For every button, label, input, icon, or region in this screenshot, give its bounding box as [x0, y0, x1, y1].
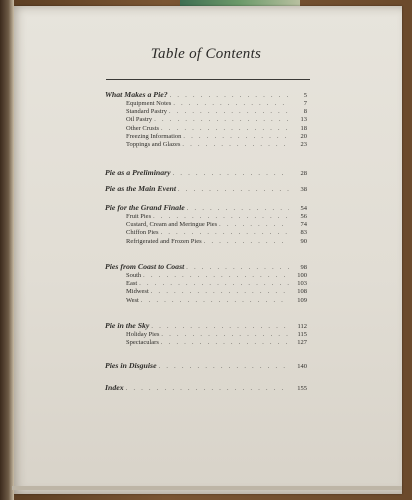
dot-leader — [151, 324, 289, 330]
toc-subentry-label: Freezing Information — [126, 132, 182, 140]
toc-subentry-page-number: 83 — [300, 229, 307, 237]
book-page — [10, 6, 402, 494]
toc-subentry-page-number: 109 — [297, 296, 307, 304]
toc-subentry-label: Holiday Pies — [126, 330, 160, 338]
dot-leader — [153, 214, 289, 220]
toc-subentry-label: West — [126, 296, 139, 304]
toc-section-page-number: 98 — [300, 264, 307, 271]
dot-leader — [126, 386, 289, 392]
toc-subentry-label: Other Crusts — [126, 124, 160, 132]
toc-section-label: What Makes a Pie? — [105, 90, 168, 99]
toc-subentry-label: Equipment Notes — [126, 99, 172, 107]
dot-leader — [141, 298, 289, 304]
toc-section — [105, 203, 307, 213]
toc-subentry-page-number: 13 — [300, 116, 307, 124]
toc-subentry-label: Refrigerated and Frozen Pies — [126, 237, 202, 245]
dot-leader — [173, 101, 289, 107]
toc-subentry-page-number: 127 — [297, 338, 307, 346]
toc-section-label: Pie for the Grand Finale — [105, 203, 185, 212]
toc-section-page-number: 38 — [300, 186, 307, 193]
toc-subentry-page-number: 90 — [300, 237, 307, 245]
dot-leader — [161, 332, 289, 338]
dot-leader — [161, 126, 289, 132]
toc-subentry-label: Midwest — [126, 288, 149, 296]
toc-subentry-page-number: 115 — [297, 330, 307, 338]
toc-section-label: Index — [105, 383, 124, 392]
dot-leader — [204, 239, 289, 245]
toc-section — [105, 321, 307, 331]
toc-subentry-page-number: 56 — [300, 212, 307, 220]
book-spine — [0, 0, 14, 500]
page-bottom-edge — [12, 486, 402, 490]
toc-subentry-label: Fruit Pies — [126, 212, 152, 220]
dot-leader — [139, 281, 289, 287]
toc-subentry-label: Standard Pastry — [126, 107, 167, 115]
toc-subentry — [126, 238, 307, 248]
toc-subentry-page-number: 7 — [303, 99, 307, 107]
dot-leader — [169, 109, 289, 115]
toc-section — [105, 184, 307, 194]
toc-section-page-number: 5 — [303, 92, 307, 99]
dot-leader — [187, 206, 289, 212]
table-of-contents — [10, 6, 402, 494]
toc-subentry-page-number: 18 — [300, 124, 307, 132]
toc-subentry-page-number: 23 — [300, 141, 307, 149]
dot-leader — [183, 134, 289, 140]
toc-subentry-label: Chiffon Pies — [126, 229, 159, 237]
toc-subentry — [126, 297, 307, 307]
toc-section-label: Pies from Coast to Coast — [105, 262, 185, 271]
toc-subentry-page-number: 108 — [297, 288, 307, 296]
toc-subentry — [126, 339, 307, 349]
toc-subentry-label: Custard, Cream and Meringue Pies — [126, 220, 218, 228]
toc-section-label: Pie as the Main Event — [105, 184, 177, 193]
toc-subentry-page-number: 8 — [303, 107, 307, 115]
toc-section-page-number: 155 — [297, 385, 307, 392]
toc-subentry — [126, 141, 307, 151]
dot-leader — [143, 273, 289, 279]
page-title: Table of Contents — [150, 46, 262, 62]
toc-section-page-number: 54 — [300, 205, 307, 212]
toc-section — [105, 383, 307, 393]
dot-leader — [170, 93, 289, 99]
toc-subentry-page-number: 20 — [300, 132, 307, 140]
toc-section-label: Pies in Disguise — [105, 361, 157, 370]
toc-section-label: Pie as a Preliminary — [105, 168, 171, 177]
dot-leader — [151, 289, 289, 295]
toc-section — [105, 90, 307, 100]
dot-leader — [161, 230, 289, 236]
dot-leader — [161, 340, 289, 346]
dot-leader — [154, 117, 289, 123]
dot-leader — [173, 171, 289, 177]
toc-subentry-label: Oil Pastry — [126, 116, 153, 124]
dot-leader — [159, 364, 289, 370]
toc-section — [105, 361, 307, 371]
toc-subentry-label: Toppings and Glazes — [126, 141, 181, 149]
toc-section-page-number: 140 — [297, 363, 307, 370]
toc-section-label: Pie in the Sky — [105, 321, 150, 330]
toc-section — [105, 168, 307, 178]
toc-subentry-label: East — [126, 279, 138, 287]
toc-subentry-label: South — [126, 271, 142, 279]
toc-section-page-number: 28 — [300, 170, 307, 177]
dot-leader — [178, 187, 289, 193]
dot-leader — [219, 222, 289, 228]
dot-leader — [182, 142, 289, 148]
toc-subentry-page-number: 100 — [297, 271, 307, 279]
toc-section-page-number: 112 — [297, 323, 307, 330]
toc-section — [105, 262, 307, 272]
toc-subentry-page-number: 74 — [300, 220, 307, 228]
dot-leader — [186, 265, 289, 271]
toc-subentry-page-number: 103 — [297, 279, 307, 287]
toc-subentry-label: Spectaculars — [126, 338, 159, 346]
